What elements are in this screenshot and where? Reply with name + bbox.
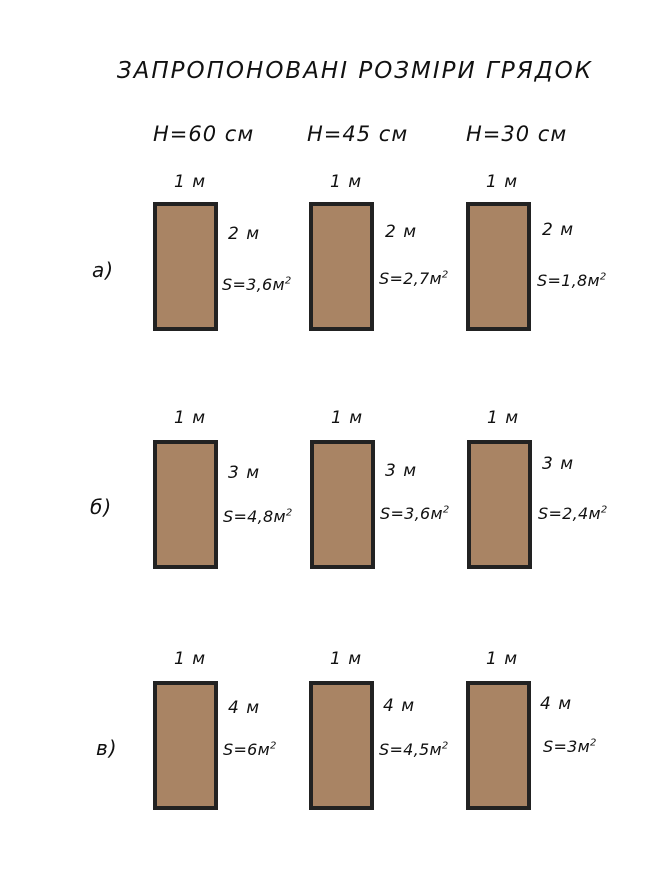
bed-length-label: 2 м (542, 220, 575, 240)
bed-width-label: 1 м (174, 649, 207, 669)
row-label-v: в) (96, 736, 118, 760)
bed-length-label: 2 м (228, 224, 261, 244)
garden-bed (466, 202, 531, 331)
bed-length-label: 4 м (540, 694, 573, 714)
bed-length-label: 4 м (383, 696, 416, 716)
bed-length-label: 3 м (228, 463, 261, 483)
bed-area-label: $S=1,8м^2$ (537, 271, 607, 290)
bed-length-label: 3 м (385, 461, 418, 481)
bed-length-label: 3 м (542, 454, 575, 474)
bed-width-label: 1 м (174, 172, 207, 192)
bed-area-label: $S=3,6м^2$ (222, 275, 292, 294)
bed-length-label: 4 м (228, 698, 261, 718)
page-title: ЗАПРОПОНОВАНІ РОЗМІРИ ГРЯДОК (116, 58, 594, 84)
garden-bed (153, 202, 218, 331)
row-label-a: а) (92, 258, 115, 282)
bed-width-label: 1 м (486, 172, 519, 192)
garden-bed (309, 202, 374, 331)
garden-bed (466, 681, 531, 810)
bed-area-label: $S=4,8м^2$ (223, 507, 293, 526)
column-header-h45: H=45 см (307, 122, 409, 146)
bed-width-label: 1 м (487, 408, 520, 428)
bed-width-label: 1 м (174, 408, 207, 428)
garden-bed (310, 440, 375, 569)
garden-bed (153, 440, 218, 569)
bed-width-label: 1 м (486, 649, 519, 669)
row-label-b: б) (90, 495, 113, 519)
bed-area-label: $S=2,4м^2$ (538, 504, 608, 523)
column-header-h60: H=60 см (153, 122, 255, 146)
garden-bed (467, 440, 532, 569)
bed-area-label: $S=2,7м^2$ (379, 269, 449, 288)
column-header-h30: H=30 см (466, 122, 568, 146)
garden-bed (153, 681, 218, 810)
bed-area-label: $S=3,6м^2$ (380, 504, 450, 523)
bed-width-label: 1 м (330, 649, 363, 669)
bed-width-label: 1 м (331, 408, 364, 428)
bed-area-label: $S=6м^2$ (223, 740, 277, 759)
bed-area-label: $S=3м^2$ (543, 737, 597, 756)
bed-area-label: $S=4,5м^2$ (379, 740, 449, 759)
garden-bed (309, 681, 374, 810)
bed-width-label: 1 м (330, 172, 363, 192)
bed-length-label: 2 м (385, 222, 418, 242)
